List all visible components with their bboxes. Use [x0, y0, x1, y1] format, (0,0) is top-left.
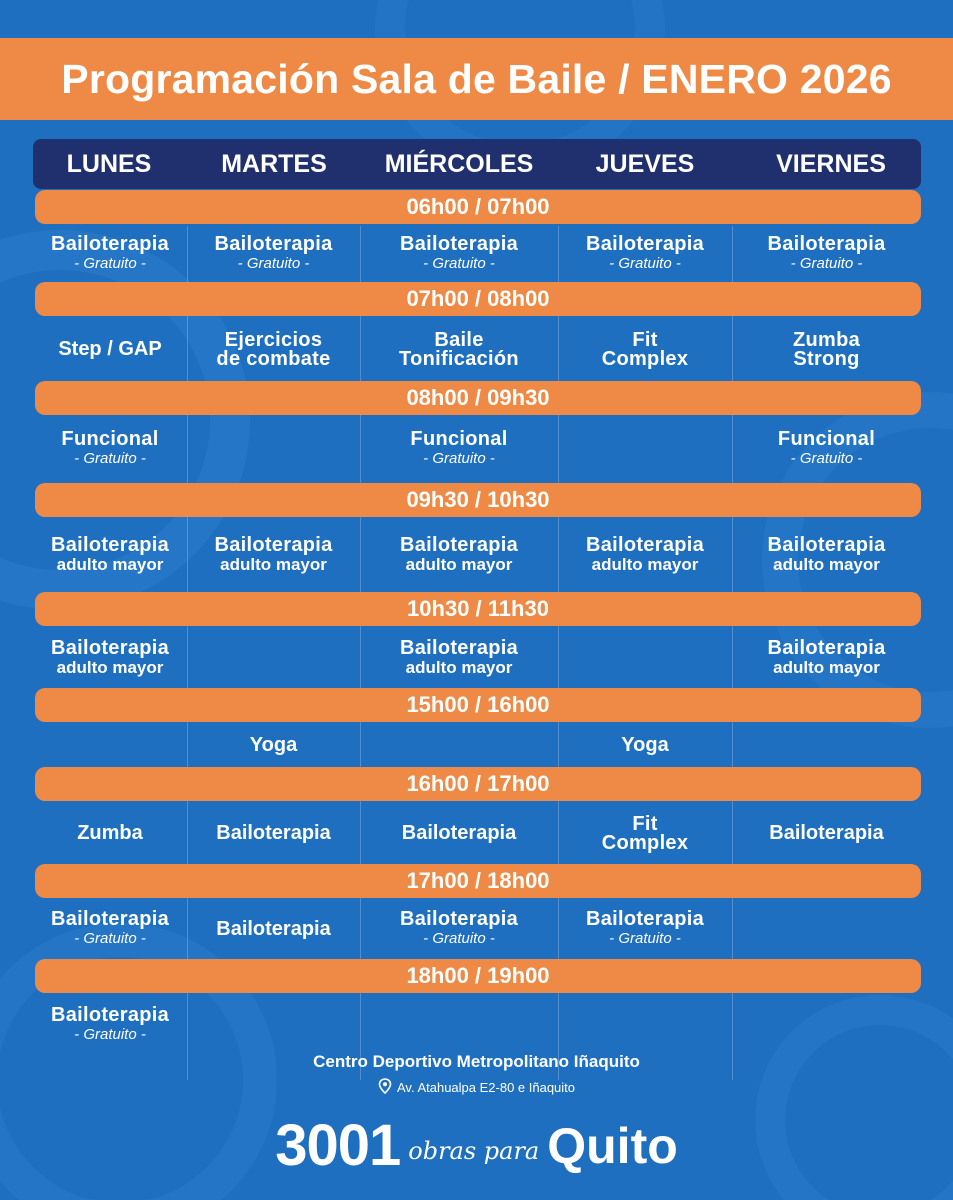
- class-cell: [360, 803, 558, 864]
- class-cell: [187, 226, 360, 282]
- schedule-row: [0, 803, 953, 864]
- class-name: Fit: [632, 812, 658, 835]
- class-name: Yoga: [249, 734, 298, 756]
- class-cell: [732, 318, 921, 381]
- class-cell: [558, 628, 732, 688]
- class-name-line2: adulto mayor: [56, 657, 164, 677]
- class-cell: [732, 995, 921, 1055]
- class-cell: [187, 900, 360, 959]
- schedule-row: [0, 226, 953, 282]
- class-name: Bailoterapia: [399, 908, 519, 930]
- class-cell: [33, 417, 187, 481]
- page-title: Programación Sala de Baile / ENERO 2026: [61, 55, 892, 102]
- class-cell: [187, 519, 360, 592]
- time-slot-bar: 10h30 / 11h30: [35, 592, 921, 626]
- class-cell: [33, 724, 187, 767]
- class-name-line2: adulto mayor: [405, 555, 513, 574]
- venue-name: Centro Deportivo Metropolitano Iñaquito: [313, 1052, 640, 1071]
- class-cell: [360, 900, 558, 959]
- class-name: Baile: [434, 328, 484, 351]
- schedule-row: [0, 628, 953, 688]
- class-name: Bailoterapia: [50, 232, 170, 255]
- class-name: Bailoterapia: [399, 636, 519, 659]
- class-note: - Gratuito -: [74, 1025, 146, 1043]
- venue-address: [0, 1078, 953, 1097]
- class-cell: [732, 417, 921, 481]
- day-header-5: VIERNES: [776, 149, 886, 178]
- class-note: - Gratuito -: [790, 254, 863, 272]
- class-name-line2: adulto mayor: [56, 555, 164, 574]
- venue-info: [0, 1052, 953, 1097]
- class-name: Bailoterapia: [50, 1003, 170, 1026]
- time-slot-bar: 07h00 / 08h00: [35, 282, 921, 316]
- class-cell: [33, 628, 187, 688]
- class-name: Funcional: [777, 427, 876, 450]
- time-slot-bar: 15h00 / 16h00: [35, 688, 921, 722]
- class-cell: [360, 628, 558, 688]
- class-name-line2: adulto mayor: [773, 555, 880, 574]
- class-cell: [732, 226, 921, 282]
- class-cell: [33, 995, 187, 1055]
- time-slot-bar: 09h30 / 10h30: [35, 483, 921, 517]
- class-name: Bailoterapia: [399, 534, 519, 556]
- class-cell: [732, 803, 921, 864]
- class-cell: [732, 519, 921, 592]
- class-cell: [187, 724, 360, 767]
- class-cell: [360, 519, 558, 592]
- class-name: Step / GAP: [58, 338, 162, 360]
- class-cell: [558, 900, 732, 959]
- brand-logo: [0, 1112, 953, 1179]
- class-cell: [360, 318, 558, 381]
- class-name: Bailoterapia: [399, 232, 519, 255]
- class-cell: [558, 995, 732, 1055]
- class-name: Bailoterapia: [767, 232, 886, 255]
- class-name: Bailoterapia: [585, 534, 705, 556]
- class-name-line2: adulto mayor: [773, 657, 880, 677]
- class-name: Funcional: [410, 427, 508, 450]
- class-name: Bailoterapia: [216, 918, 331, 940]
- class-name: Yoga: [621, 734, 669, 756]
- schedule-row: [0, 995, 953, 1055]
- class-name: Bailoterapia: [50, 534, 170, 556]
- class-name: Bailoterapia: [585, 232, 705, 255]
- time-slot-bar: 16h00 / 17h00: [35, 767, 921, 801]
- class-name-line2: adulto mayor: [405, 657, 513, 677]
- time-slot-bar: 17h00 / 18h00: [35, 864, 921, 898]
- title-banner: [0, 38, 953, 120]
- class-name: Bailoterapia: [214, 534, 333, 556]
- schedule-row: [0, 900, 953, 959]
- schedule-row: [0, 519, 953, 592]
- time-slot-bar: 18h00 / 19h00: [35, 959, 921, 993]
- day-header-4: JUEVES: [595, 149, 695, 178]
- class-name: Funcional: [61, 427, 159, 450]
- class-note: - Gratuito -: [237, 254, 310, 272]
- class-name-line2: Complex: [601, 831, 689, 854]
- day-header-1: LUNES: [66, 149, 152, 178]
- class-cell: [732, 900, 921, 959]
- class-name: Bailoterapia: [767, 534, 886, 556]
- class-cell: [558, 724, 732, 767]
- class-cell: [187, 803, 360, 864]
- class-cell: [732, 628, 921, 688]
- class-name: Zumba: [792, 328, 861, 351]
- class-name: Ejercicios: [224, 328, 323, 351]
- brand-script: obras para: [408, 1136, 540, 1165]
- class-cell: [558, 417, 732, 481]
- class-name: Bailoterapia: [50, 908, 170, 930]
- class-cell: [33, 226, 187, 282]
- class-cell: [33, 519, 187, 592]
- class-note: - Gratuito -: [423, 449, 495, 467]
- class-note: - Gratuito -: [790, 449, 863, 467]
- time-slot-bar: 08h00 / 09h30: [35, 381, 921, 415]
- schedule-row: [0, 417, 953, 481]
- day-header-2: MARTES: [221, 149, 327, 178]
- class-note: - Gratuito -: [423, 930, 495, 947]
- class-note: - Gratuito -: [74, 449, 146, 467]
- class-cell: [360, 226, 558, 282]
- class-cell: [360, 724, 558, 767]
- class-name: Bailoterapia: [214, 232, 333, 255]
- time-slot-bar: 06h00 / 07h00: [35, 190, 921, 224]
- days-header: [33, 139, 921, 189]
- class-name: Bailoterapia: [50, 636, 170, 659]
- brand-city: Quito: [547, 1117, 678, 1174]
- address-text: Av. Atahualpa E2-80 e Iñaquito: [396, 1080, 576, 1095]
- location-pin-icon: [378, 1078, 392, 1097]
- class-cell: [558, 519, 732, 592]
- class-name-line2: de combate: [216, 347, 331, 370]
- schedule-row: [0, 318, 953, 381]
- class-cell: [558, 226, 732, 282]
- class-name-line2: adulto mayor: [220, 555, 327, 574]
- class-name: Bailoterapia: [401, 822, 517, 844]
- schedule-row: [0, 724, 953, 767]
- class-cell: [558, 803, 732, 864]
- class-name: Bailoterapia: [769, 822, 884, 844]
- class-note: - Gratuito -: [74, 930, 146, 947]
- class-cell: [187, 417, 360, 481]
- class-name-line2: adulto mayor: [591, 555, 699, 574]
- class-name-line2: Complex: [601, 347, 689, 370]
- class-cell: [33, 803, 187, 864]
- class-note: - Gratuito -: [423, 254, 495, 272]
- class-name: Bailoterapia: [216, 822, 331, 844]
- class-note: - Gratuito -: [609, 930, 681, 947]
- class-cell: [33, 318, 187, 381]
- class-cell: [360, 995, 558, 1055]
- class-cell: [558, 318, 732, 381]
- class-cell: [732, 724, 921, 767]
- class-cell: [360, 417, 558, 481]
- class-note: - Gratuito -: [609, 254, 681, 272]
- class-cell: [187, 318, 360, 381]
- class-note: - Gratuito -: [74, 254, 146, 272]
- class-name: Bailoterapia: [767, 636, 886, 659]
- class-name-line2: Strong: [793, 347, 860, 370]
- brand-number: 3001: [275, 1113, 401, 1178]
- day-header-3: MIÉRCOLES: [384, 149, 534, 178]
- class-name: Zumba: [77, 822, 143, 844]
- class-name: Bailoterapia: [585, 908, 705, 930]
- class-name: Fit: [632, 328, 658, 351]
- class-cell: [187, 628, 360, 688]
- class-cell: [187, 995, 360, 1055]
- class-name-line2: Tonificación: [399, 347, 519, 370]
- class-cell: [33, 900, 187, 959]
